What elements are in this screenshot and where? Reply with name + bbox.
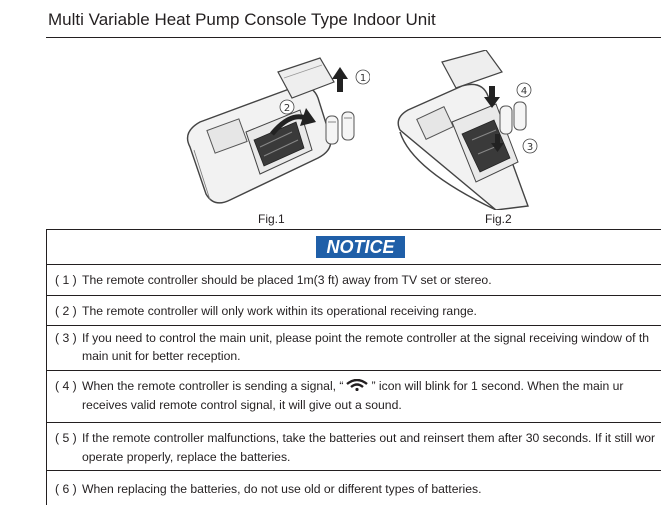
notice-item-1: [47, 265, 661, 296]
signal-wifi-icon: [346, 379, 368, 391]
figure-1-illustration: [180, 52, 370, 212]
step-1-label: 1: [359, 73, 367, 84]
batteries-icon: [326, 112, 354, 144]
item-number: ( 3 ): [55, 331, 77, 345]
item-number: ( 2 ): [55, 304, 77, 318]
up-arrow-icon: [332, 67, 348, 92]
notice-table: [46, 229, 661, 505]
remote-controller-icon: [398, 84, 528, 210]
notice-item-2: [47, 296, 661, 326]
notice-badge: NOTICE: [316, 236, 405, 258]
item-text: If the remote controller malfunctions, take the batteries out and reinsert them after 30 seconds. If it still wor: [82, 431, 656, 445]
item-number: ( 4 ): [55, 379, 77, 393]
item-text-continued: receives valid remote control signal, it will give out a sound.: [82, 398, 402, 412]
remote-controller-icon: [188, 86, 331, 203]
title-divider: [46, 37, 661, 38]
item-number: ( 5 ): [55, 431, 77, 445]
item-text: When the remote controller is sending a signal, “: [82, 379, 344, 393]
item-number: ( 6 ): [55, 482, 77, 496]
step-2-label: 2: [283, 103, 291, 114]
notice-item-5: [47, 423, 661, 471]
item-text: The remote controller should be placed 1m(3 ft) away from TV set or stereo.: [82, 273, 492, 287]
item-text: The remote controller will only work within its operational receiving range.: [82, 304, 477, 318]
step-4-label: 4: [520, 86, 528, 97]
notice-item-4: [47, 371, 661, 423]
battery-cover-icon: [442, 50, 502, 88]
figure-2-illustration: [392, 50, 552, 210]
item-text-after-icon: ” icon will blink for 1 second. When the main ur: [371, 379, 624, 393]
item-text-continued: main unit for better reception.: [82, 349, 241, 363]
item-text: When replacing the batteries, do not use old or different types of batteries.: [82, 482, 482, 496]
page-title: Multi Variable Heat Pump Console Type Indoor Unit: [48, 10, 436, 29]
batteries-icon: [500, 102, 526, 134]
item-text: If you need to control the main unit, please point the remote controller at the signal receiving window of th: [82, 331, 650, 345]
item-text-continued: operate properly, replace the batteries.: [82, 450, 291, 464]
figure-2-caption: Fig.2: [485, 212, 512, 226]
figure-1-caption: Fig.1: [258, 212, 285, 226]
step-3-label: 3: [526, 142, 534, 153]
notice-header-row: [47, 230, 661, 265]
notice-item-3: [47, 326, 661, 371]
item-number: ( 1 ): [55, 273, 77, 287]
